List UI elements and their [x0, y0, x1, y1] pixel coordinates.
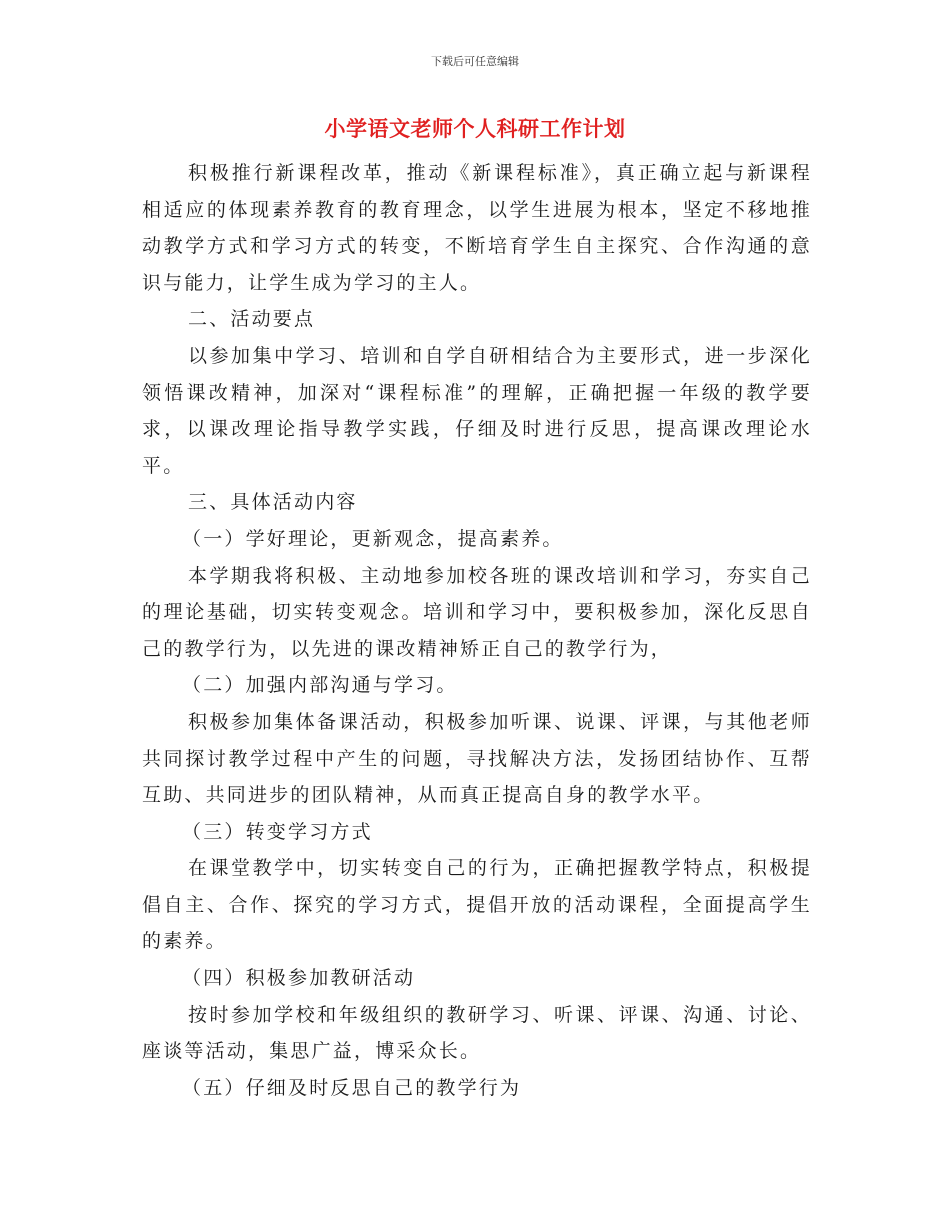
subheading-theory: （一）学好理论，更新观念，提高素养。: [182, 527, 564, 550]
paragraph-learning-style: 在课堂教学中，切实转变自己的行为，正确把握教学特点，积极提倡自主、合作、探究的学习方式，提倡开放的活动课程，全面提高学生的素养。: [142, 857, 812, 953]
section-heading-activity-content: 三、具体活动内容: [188, 491, 358, 514]
paragraph-research-activities: 按时参加学校和年级组织的教研学习、听课、评课、沟通、讨论、座谈等活动，集思广益，博采众长。: [142, 1003, 812, 1063]
paragraph-activity-points: 以参加集中学习、培训和自学自研相结合为主要形式，进一步深化领悟课改精神，加深对“课程标准”的理解，正确把握一年级的教学要求，以课改理论指导教学实践，仔细及时进行反思，提高课改理论水平。: [142, 344, 812, 477]
paragraph-intro: 积极推行新课程改革，推动《新课程标准》，真正确立起与新课程相适应的体现素养教育的教育理念，以学生进展为根本，坚定不移地推动教学方式和学习方式的转变，不断培育学生自主探究、合作沟通的意识与能力，让学生成为学习的主人。: [142, 162, 812, 294]
document-body: [142, 155, 812, 1106]
paragraph-internal-communication: 积极参加集体备课活动，积极参加听课、说课、评课，与其他老师共同探讨教学过程中产生的问题，寻找解决方法，发扬团结协作、互帮互助、共同进步的团队精神，从而真正提高自身的教学水平。: [142, 710, 812, 807]
section-heading-activity-points: 二、活动要点: [188, 308, 316, 331]
subheading-learning-style: （三）转变学习方式: [182, 820, 373, 843]
header-note: 下载后可任意编辑: [431, 55, 519, 68]
subheading-internal-communication: （二）加强内部沟通与学习。: [182, 674, 458, 697]
subheading-research-activities: （四）积极参加教研活动: [182, 967, 416, 990]
document-title: 小学语文老师个人科研工作计划: [324, 116, 626, 141]
paragraph-theory: 本学期我将积极、主动地参加校各班的课改培训和学习，夯实自己的理论基础，切实转变观念。培训和学习中，要积极参加，深化反思自己的教学行为，以先进的课改精神矫正自己的教学行为，: [142, 564, 812, 660]
subheading-reflection: （五）仔细及时反思自己的教学行为: [182, 1076, 522, 1099]
